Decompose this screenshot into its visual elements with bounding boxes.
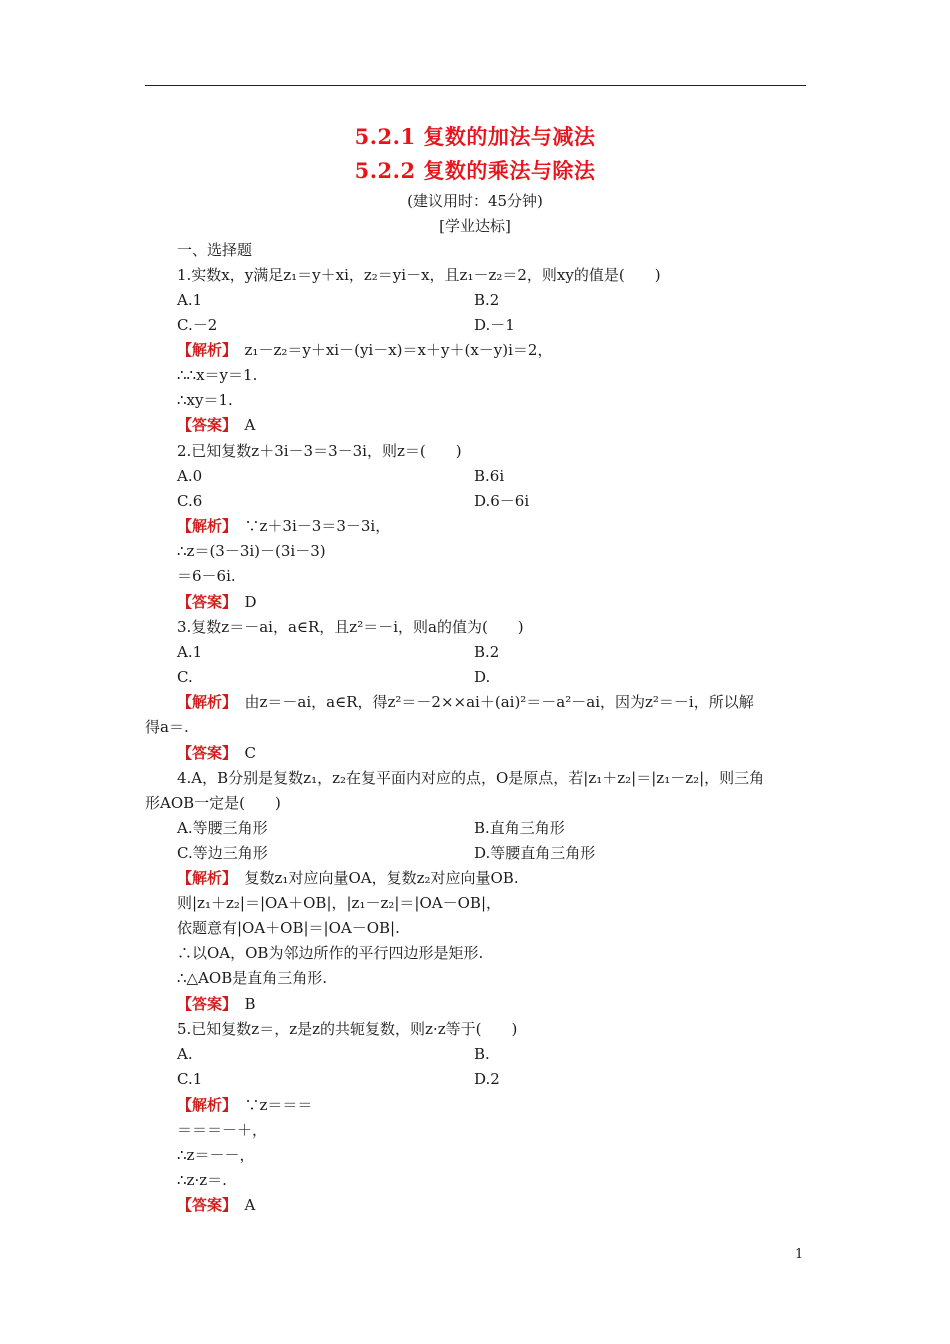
title-primary: 5.2.1 复数的加法与减法: [354, 124, 596, 149]
question-5-stem: 5.已知复数z＝，z是z的共轭复数，则z·z等于( ): [177, 1020, 518, 1038]
q3-answer-value: C: [244, 744, 257, 762]
q1-solution-line: ∴xy＝1.: [177, 391, 233, 409]
q1-answer-value: A: [244, 416, 256, 434]
q2-option-b: B.6i: [474, 467, 505, 485]
q2-answer: [177, 592, 257, 612]
q1-option-b: B.2: [474, 291, 500, 309]
q2-option-d: D.6－6i: [474, 492, 530, 510]
q3-solution-line: [177, 692, 754, 712]
answer-tag: 【答案】: [177, 416, 230, 434]
q3-answer: [177, 743, 256, 763]
q2-solution-line: [177, 516, 390, 536]
q4-solution-line: ∴以OA，OB为邻边所作的平行四边形是矩形.: [177, 944, 484, 962]
question-3-stem: 3.复数z＝－ai，a∈R，且z²＝－i，则a的值为( ): [177, 618, 524, 636]
q3-solution-text: 由z＝－ai，a∈R，得z²＝－2××ai＋(ai)²＝－a²－ai，因为z²＝－i，所以解: [244, 693, 754, 711]
q2-answer-value: D: [244, 593, 257, 611]
q5-option-b: B.: [474, 1045, 490, 1063]
question-4-stem: 4.A，B分别是复数z₁，z₂在复平面内对应的点，O是原点，若|z₁＋z₂|＝|z₁－z₂|，则三角: [177, 769, 765, 787]
q2-solution-text: ∵z＋3i－3＝3－3i，: [244, 517, 391, 535]
q5-option-a: A.: [177, 1045, 193, 1063]
q5-solution-line: [177, 1095, 312, 1115]
page-number: 1: [795, 1247, 804, 1262]
question-4-stem: 形AOB一定是( ): [145, 794, 281, 812]
q1-solution-line: ∴∴x＝y＝1.: [177, 366, 258, 384]
q2-option-a: A.0: [177, 467, 203, 485]
q1-option-d: D.－1: [474, 316, 515, 334]
q1-solution-line: [177, 340, 552, 360]
q3-option-d: D.: [474, 668, 491, 686]
q4-option-b: B.直角三角形: [474, 819, 565, 837]
q4-option-d: D.等腰直角三角形: [474, 844, 596, 862]
q1-solution-text: z₁－z₂＝y＋xi－(yi－x)＝x＋y＋(x－y)i＝2，: [244, 341, 553, 359]
title-secondary: 5.2.2 复数的乘法与除法: [354, 158, 596, 183]
q4-solution-line: [177, 868, 519, 888]
q5-solution-text: ∵z＝＝＝: [244, 1096, 313, 1114]
q1-option-c: C.－2: [177, 316, 218, 334]
question-2-stem: 2.已知复数z＋3i－3＝3－3i，则z＝( ): [177, 442, 462, 460]
section-label: [学业达标]: [439, 217, 511, 235]
q4-answer: [177, 994, 256, 1014]
q5-answer-value: A: [244, 1196, 256, 1214]
q4-option-c: C.等边三角形: [177, 844, 268, 862]
answer-tag: 【答案】: [177, 593, 230, 611]
q3-solution-line: 得a＝.: [145, 718, 189, 736]
analysis-tag: 【解析】: [177, 869, 230, 887]
q2-solution-line: ∴z＝(3－3i)－(3i－3): [177, 542, 326, 560]
q1-answer: [177, 415, 255, 435]
answer-tag: 【答案】: [177, 1196, 230, 1214]
q4-solution-line: 依题意有|OA＋OB|＝|OA－OB|.: [177, 919, 400, 937]
question-1-stem: 1.实数x，y满足z₁＝y＋xi，z₂＝yi－x，且z₁－z₂＝2，则xy的值是( ): [177, 266, 661, 284]
analysis-tag: 【解析】: [177, 693, 230, 711]
answer-tag: 【答案】: [177, 744, 230, 762]
q3-option-c: C.: [177, 668, 193, 686]
analysis-tag: 【解析】: [177, 341, 230, 359]
q4-option-a: A.等腰三角形: [177, 819, 268, 837]
q3-option-b: B.2: [474, 643, 500, 661]
q5-solution-line: ＝＝＝－＋，: [177, 1121, 268, 1139]
q5-option-d: D.2: [474, 1070, 500, 1088]
q4-answer-value: B: [244, 995, 256, 1013]
q2-solution-line: ＝6－6i.: [177, 567, 236, 585]
q5-solution-line: ∴z＝－－，: [177, 1146, 255, 1164]
q4-solution-line: 则|z₁＋z₂|＝|OA＋OB|，|z₁－z₂|＝|OA－OB|，: [177, 894, 501, 912]
q3-option-a: A.1: [177, 643, 203, 661]
analysis-tag: 【解析】: [177, 517, 230, 535]
q5-solution-line: ∴z·z＝.: [177, 1171, 227, 1189]
q1-option-a: A.1: [177, 291, 203, 309]
q4-solution-line: ∴△AOB是直角三角形.: [177, 969, 328, 987]
suggested-time: (建议用时：45分钟): [407, 192, 543, 210]
q4-solution-text: 复数z₁对应向量OA，复数z₂对应向量OB.: [244, 869, 519, 887]
answer-tag: 【答案】: [177, 995, 230, 1013]
analysis-tag: 【解析】: [177, 1096, 230, 1114]
q5-answer: [177, 1195, 255, 1215]
q5-option-c: C.1: [177, 1070, 203, 1088]
header-rule: [145, 85, 806, 86]
part-heading: 一、选择题: [177, 241, 253, 259]
q2-option-c: C.6: [177, 492, 203, 510]
